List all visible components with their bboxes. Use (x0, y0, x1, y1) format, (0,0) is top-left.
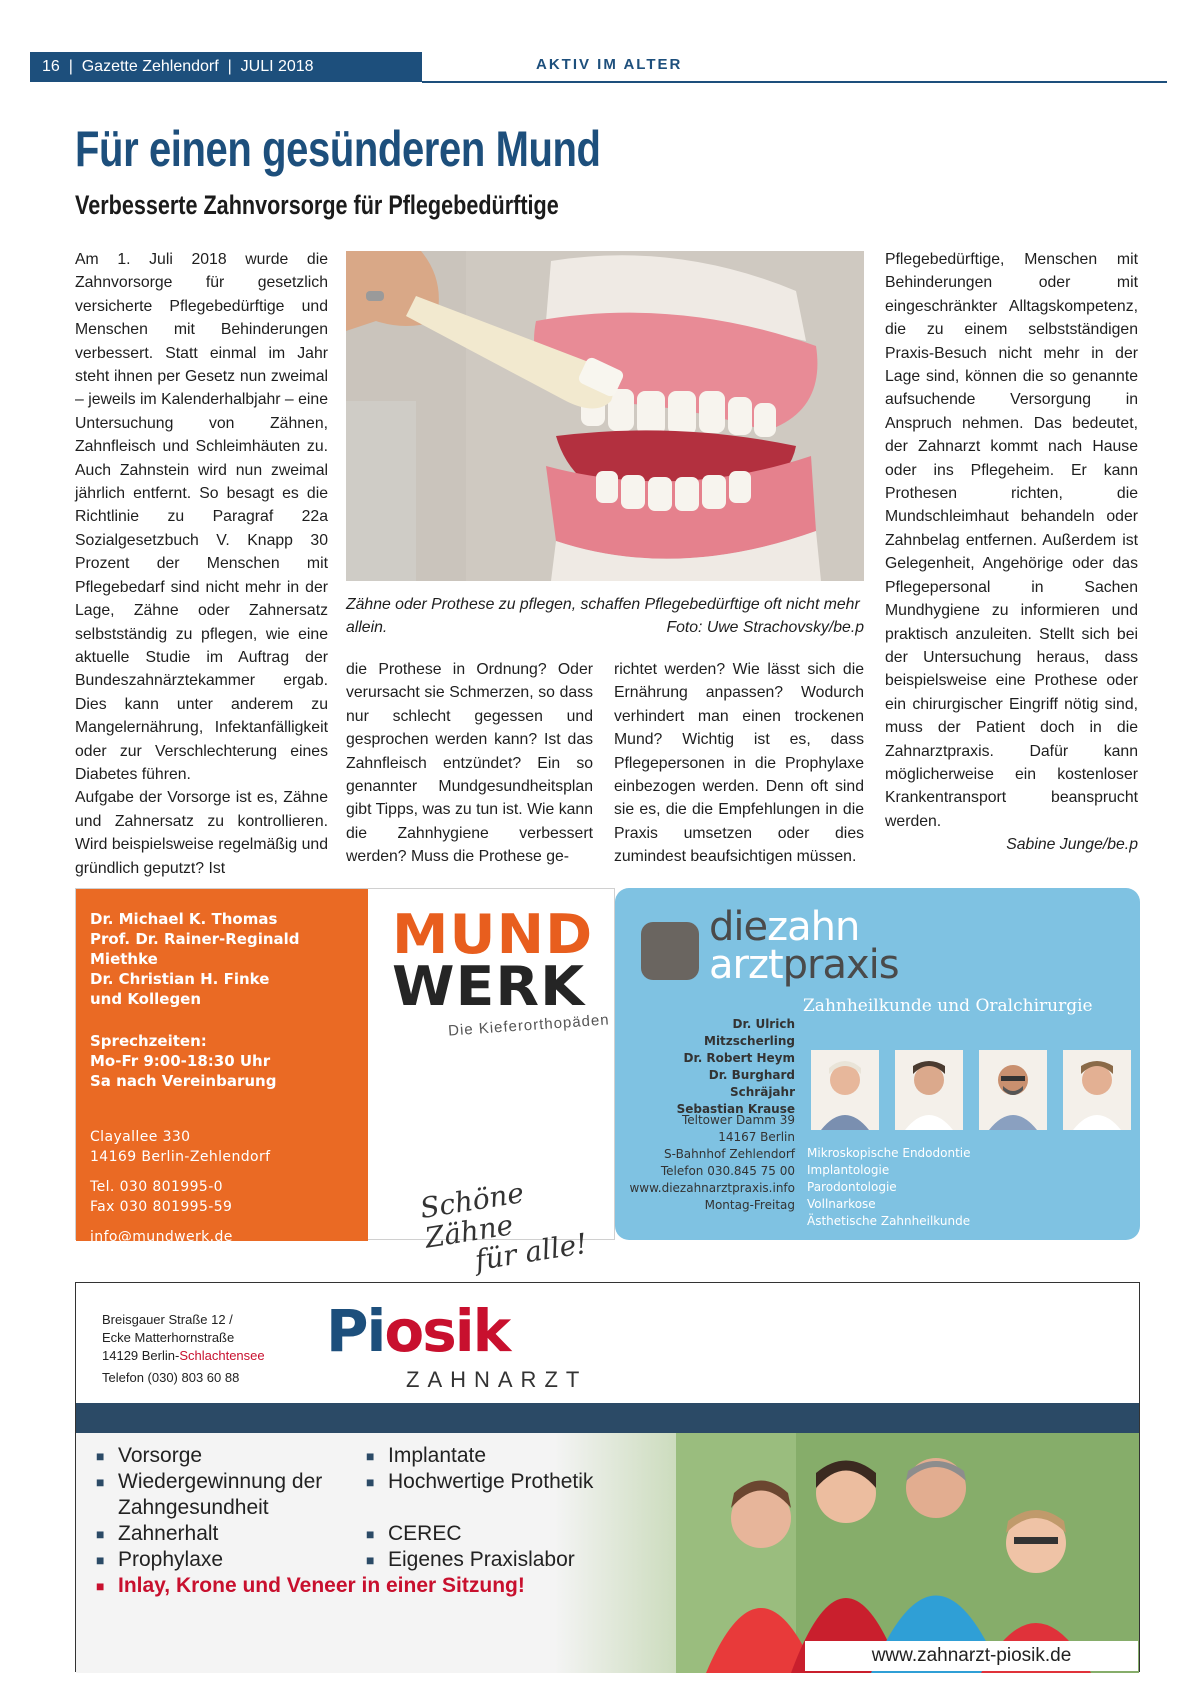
praxis-doctors: Dr. Ulrich Mitzscherling Dr. Robert Heym Dr. Burghard Schräjahr Sebastian Krause (676, 1017, 795, 1116)
piosik-header (76, 1283, 1139, 1403)
piosik-logo: Piosik (326, 1297, 510, 1365)
header-rule (422, 81, 1167, 83)
ad-piosik (75, 1282, 1140, 1672)
piosik-address: Breisgauer Straße 12 / Ecke Matterhornstraße 14129 Berlin-Schlachtensee Telefon (030) 803 60 88 (102, 1312, 265, 1385)
mundwerk-logo: MUND WERK (392, 903, 594, 1018)
service-item: ■ Zahnerhalt (94, 1521, 364, 1547)
doctor-portrait (895, 1050, 963, 1130)
page-number: 16 (42, 58, 60, 75)
article-paragraph: die Prothese in Ordnung? Oder verursacht sie Schmerzen, so dass nur schlecht gegessen und gesprochen werden kann? Ist das Zahnfleisch entzündet? Ein so genannter Mundgesundheitsplan gibt Tipps, was zu tun ist. Wie kann die Zahnhygiene verbessert werden? Muss die Prothese ge- (346, 661, 593, 866)
ad-website-link[interactable]: www.mundwerk.de (90, 1259, 263, 1278)
article-column-4 (885, 248, 1138, 857)
article-paragraph: Aufgabe der Vorsorge ist es, Zähne und Zahnersatz zu kontrollieren. Wird beispielsweise regelmäßig und gründlich geputzt? Ist (75, 789, 328, 877)
hours-label: Sprechzeiten: (90, 1032, 207, 1050)
piosik-logo-subtitle: ZAHNARZT (406, 1367, 588, 1392)
praxis-website-link[interactable]: www.diezahnarztpraxis.info (629, 1181, 795, 1195)
page-header: 16 | Gazette Zehlendorf | JULI 2018 (30, 52, 422, 82)
ad-address: Clayallee 330 (90, 1129, 191, 1145)
denture-model-illustration (346, 251, 864, 581)
ad-email-link[interactable]: info@mundwerk.de (90, 1229, 233, 1245)
piosik-band (76, 1403, 1139, 1433)
ad-mundwerk (75, 888, 615, 1278)
doctor-portrait (811, 1050, 879, 1130)
ad-zahnarztpraxis (615, 888, 1140, 1240)
service-item: ■ CEREC (364, 1521, 624, 1547)
article-column-3 (614, 658, 864, 869)
publication-name: Gazette Zehlendorf (81, 58, 219, 75)
piosik-services-panel (76, 1433, 1139, 1673)
issue-date: JULI 2018 (240, 58, 314, 75)
photo-caption: Zähne oder Prothese zu pflegen, schaffen Pflegebedürftige oft nicht mehr allein. Foto: Uwe Strachovsky/be.p (346, 593, 864, 640)
article-subtitle: Verbesserte Zahnvorsorge für Pflegebedürftige (75, 190, 559, 220)
praxis-address: Teltower Damm 39 14167 Berlin S-Bahnhof Zehlendorf Telefon 030.845 75 00 www.diezahnarztpraxis.info Montag-Freitag (625, 1112, 795, 1214)
doctor-portrait (1063, 1050, 1131, 1130)
piosik-phone: Telefon (030) 803 60 88 (102, 1370, 240, 1385)
service-item: ■ Wiedergewinnung der Zahngesundheit (94, 1469, 364, 1521)
section-title: AKTIV IM ALTER (536, 56, 683, 73)
article-paragraph: Am 1. Juli 2018 wurde die Zahnvorsorge für gesetzlich versicherte Pflegebedürftige und Menschen mit Behinderungen verbessert. Statt einmal im Jahr steht ihnen per Gesetz nun zweimal – jeweils im Kalenderhalbjahr – eine Untersuchung von Zähnen, Zahnfleisch und Schleimhäuten zu. Auch Zahnstein wird nun zweimal jährlich entfernt. So besagt es die Richtlinie zu Paragraf 22a Sozialgesetzbuch V. Knapp 30 Prozent der Menschen mit Pflegebedarf sind nicht mehr in der Lage, Zähne oder Zahnersatz selbstständig zu pflegen, wie eine aktuelle Studie im Auftrag der Bundeszahnärztekammer ergab. Dies kann unter anderem zu Mangelernährung, Infektanfälligkeit oder zur Verschlechterung eines Diabetes führen. (75, 251, 328, 783)
piosik-website-link[interactable]: www.zahnarzt-piosik.de (805, 1641, 1138, 1671)
service-item: ■ Hochwertige Prothetik (364, 1469, 624, 1521)
team-photo (676, 1433, 1139, 1673)
service-item: ■ Eigenes Praxislabor (364, 1547, 624, 1573)
ad-phone: Tel. 030 801995-0 (90, 1179, 223, 1195)
praxis-services: Mikroskopische Endodontie Implantologie Parodontologie Vollnarkose Ästhetische Zahnheilkunde (807, 1146, 971, 1228)
article-column-2 (346, 658, 593, 869)
photo-credit: Foto: Uwe Strachovsky/be.p (666, 619, 864, 637)
ad-mundwerk-info-panel: Dr. Michael K. Thomas Prof. Dr. Rainer-Reginald Miethke Dr. Christian H. Finke und Kollegen Sprechzeiten: Mo-Fr 9:00-18:30 Uhr Sa nach Vereinbarung Clayallee 330 14169 Berlin-Zehlendorf Tel. 030 801995-0 Fax 030 801995-59 info@mundwerk.de www.mundwerk.de (76, 889, 368, 1241)
praxis-logo: diezahn arztpraxis (709, 904, 899, 988)
mundwerk-claim: Die Kieferorthopäden (447, 1011, 611, 1040)
doctor-portrait (979, 1050, 1047, 1130)
article-title: Für einen gesünderen Mund (75, 121, 601, 177)
service-highlight: ■ Inlay, Krone und Veneer in einer Sitzung! (94, 1573, 624, 1599)
service-item: ■ Vorsorge (94, 1443, 364, 1469)
service-item: ■ Prophylaxe (94, 1547, 364, 1573)
article-paragraph: Pflegebedürftige, Menschen mit Behinderungen oder mit eingeschränkter Alltagskompetenz, die zu einem selbstständigen Praxis-Besuch nicht mehr in der Lage sind, können die so genannte aufsuchende Versorgung in Anspruch nehmen. Das bedeutet, der Zahnarzt kommt nach Hause oder ins Pflegeheim. Er kann Prothesen richten, die Mundschleimhaut behandeln oder Zahnbelag entfernen. Außerdem ist Gelegenheit, Angehörige oder das Pflegepersonal in Sachen Mundhygiene zu informieren und praktisch anzuleiten. Stellt sich bei der Untersuchung heraus, dass beispielsweise eine Prothese oder ein chirurgischer Eingriff nötig sind, muss der Patient doch in die Zahnarztpraxis. Dafür kann möglicherweise ein kostenloser Krankentransport beansprucht werden. (885, 251, 1138, 830)
praxis-logo-mark (641, 922, 699, 980)
service-item: ■ Implantate (364, 1443, 624, 1469)
ad-fax: Fax 030 801995-59 (90, 1199, 233, 1215)
article-column-1 (75, 248, 328, 880)
mundwerk-slogan: Schöne Zähne für alle! (417, 1176, 590, 1278)
article-paragraph: richtet werden? Wie lässt sich die Ernährung anpassen? Wodurch verhindert man einen trockenen Mund? Wichtig ist es, dass Pflegepersonen in die Prophylaxe einbezogen werden. Denn oft sind sie es, die die Empfehlungen in die Praxis umsetzen oder dies zumindest beaufsichtigen müssen. (614, 661, 864, 866)
piosik-service-list (94, 1443, 624, 1599)
praxis-subtitle: Zahnheilkunde und Oralchirurgie (803, 996, 1093, 1016)
article-author: Sabine Junge/be.p (1006, 836, 1138, 854)
article-photo (346, 251, 864, 581)
praxis-phone: Telefon 030.845 75 00 (660, 1164, 795, 1178)
